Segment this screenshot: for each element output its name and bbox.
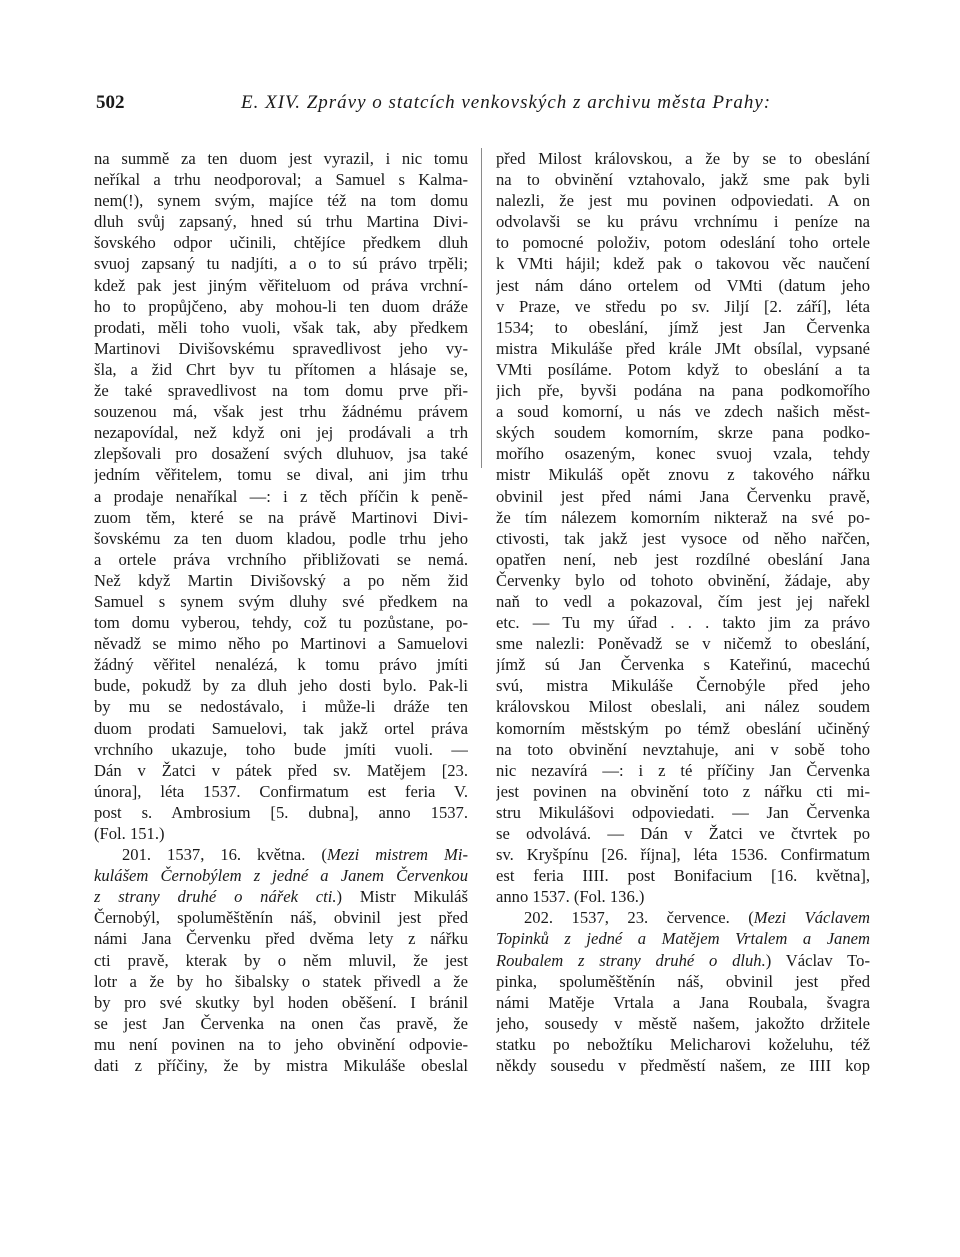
text-line: a soud komorní, u nás ve zdech našich měst- [496, 402, 870, 422]
entry-heading-plain: 201. 1537, 16. května. ( [122, 845, 327, 865]
entry-heading-italic: Topinků z jedné a Matějem Vrtalem a Janem [496, 929, 870, 949]
text-line: nezapovídal, než když oni jej prodávali a trh [94, 423, 468, 443]
text-line: námi Matěje Vrtala a Jana Roubala, švagra [496, 992, 870, 1012]
text-line: se odvolává. — Dán v Žatci ve čtvrtek po [496, 824, 870, 843]
text-line: Martinovi Divišovskému spravedlivost jeho vy- [94, 338, 468, 358]
text-line: vrchního ukazuje, toho bude jmíti vuoli. — [94, 739, 468, 759]
entry-heading-italic: Roubalem z strany druhé o dluh. [496, 950, 766, 970]
text-line: odvolavši se ku právu vrchnímu i peníze na [496, 212, 870, 232]
entry-heading-italic: Mezi mistrem Mi- [326, 845, 468, 865]
text-line: na summě za ten duom jest vyrazil, i nic tomu [94, 149, 468, 168]
text-line: by pro své skutky byl hoden oběšení. I bránil [94, 992, 468, 1012]
text-line: (Fol. 151.) [94, 824, 165, 843]
text-line: jeho, sousedy v městě našem, jakožto držitele [496, 1013, 870, 1033]
text-line: mistr Mikuláš opět znovu z takového nářku [496, 465, 870, 485]
column-rule [481, 148, 482, 468]
text-line: prodati, měli toho vuoli, však tak, aby předkem [94, 317, 468, 337]
left-column [94, 148, 468, 1076]
text-line: Dán v Žatci v pátek před sv. Matějem [23. [94, 760, 468, 780]
text-line: VMti posíláme. Potom když to obeslání a ta [496, 359, 870, 379]
text-line: 1534; to obeslání, jímž jest Jan Červenka [496, 317, 870, 337]
text-line: nalezli, že jest mu povinen odpoviedati. A on [496, 191, 870, 211]
text-line: a prodaje nenaříkal —: i z těch příčin k peně- [94, 486, 468, 506]
text-line: před Milost královskou, a že by se to obeslání [496, 149, 870, 168]
text-line: svuoj zapsaný tu nadjíti, a o to sú právo trpěli; [94, 254, 468, 274]
text-line: komorním městským po témž obeslání učiněný [496, 718, 870, 738]
entry-202 [496, 907, 870, 1076]
text-line: naň to vedl a pokazoval, čím jest jej nařekl [496, 591, 870, 611]
entry-heading-line [496, 950, 870, 971]
text-line: mu není povinen na to jeho obvinění odpovie- [94, 1034, 468, 1054]
text-line: pinka, spoluměštěnín náš, obvinil jest před [496, 971, 870, 991]
text-line: jich pře, byvši podána na pana podkomořího [496, 381, 870, 401]
text-line: svú, mistra Mikuláše Černobýle před jeho [496, 676, 870, 696]
text-line: února], léta 1537. Confirmatum est feria V. [94, 781, 468, 801]
text-line: se jest Jan Červenka na onen čas pravě, že [94, 1013, 468, 1033]
text-line: Než když Martin Divišovský a po něm žid [94, 570, 468, 590]
text-line: post s. Ambrosium [5. dubna], anno 1537. [94, 802, 468, 822]
text-line: ho to propůjčeno, aby mohou-li ten duom dráže [94, 296, 468, 316]
entry-heading-line [94, 865, 468, 886]
entry-heading-plain: 202. 1537, 23. července. ( [524, 908, 754, 928]
text-line: duom prodati Samuelovi, tak jakž ortel práva [94, 718, 468, 738]
text-line: šovského odpor učinili, chtějíce předkem dluh [94, 233, 468, 253]
text-line: že také spravedlivost na tom domu prve při- [94, 381, 468, 401]
text-line: nic nezavírá —: i z té příčiny Jan Červenka [496, 760, 870, 780]
text-line: námi Jana Červenku před dvěma lety z nářku [94, 929, 468, 949]
text-line: nem(!), synem svým, majíce též na tom domu [94, 191, 468, 211]
text-line: Samuel s synem svým dluhy své předkem na [94, 591, 468, 611]
text-line: žádný věřitel nenalézá, k tomu právo jmíti [94, 655, 468, 675]
text-line: dati z příčiny, že by mistra Mikuláše obeslal [94, 1056, 468, 1076]
entry-heading-line [94, 886, 468, 907]
text-line: etc. — Tu my úřad . . . takto jim za právo [496, 613, 870, 633]
entry-heading-line [496, 928, 870, 949]
text-line: na to obvinění vztahovalo, jakž sme pak byli [496, 170, 870, 190]
text-line: a ortele práva vrchního přibližovati se nemá. [94, 549, 468, 569]
text-line: něvadž se mimo něho po Martinovi a Samuelovi [94, 634, 468, 654]
text-line: kdež pak jest jiným věřiteluom od práva vrchní- [94, 275, 468, 295]
text-line: jest povinen na obvinění toto z nářku cti mi- [496, 781, 870, 801]
text-line: anno 1537. (Fol. 136.) [496, 887, 645, 907]
text-line: Červenky bylo od tohoto obvinění, žádaje, aby [496, 570, 870, 590]
text-line: mistra Mikuláše před krále JMt obsílal, vypsané [496, 338, 870, 358]
right-column [496, 148, 870, 1076]
text-line: lotr a že by ho šibalsky o statek přivedl a že [94, 971, 468, 991]
text-line: jímž sú Jan Červenka s Kateřinú, macechú [496, 655, 870, 675]
text-line: k VMti hájil; kdež pak o takovou věc naučení [496, 254, 870, 274]
text-line: cti pravě, kterak by o něm mluvil, že jest [94, 950, 468, 970]
left-column-text [94, 148, 468, 844]
text-line: ctivosti, tak jakž jest vysoce od něho nařčen, [496, 528, 870, 548]
text-line: tom domu vyberou, tehdy, což tu pozůstane, po- [94, 613, 468, 633]
text-line: že tím nálezem komorním nikteraž na své po- [496, 507, 870, 527]
text-line: v Praze, ve středu po sv. Jiljí [2. září], léta [496, 296, 870, 316]
text-line: by mu se nedostávalo, i může-li dráže ten [94, 697, 468, 717]
text-line: zuom těm, které se na právě Martinovi Divi- [94, 507, 468, 527]
text-line: stru Mikulášovi odpoviedati. — Jan Červenka [496, 802, 870, 822]
page-number: 502 [96, 92, 125, 113]
text-line: souzenou má, však jest trhu žádnému právem [94, 402, 468, 422]
entry-heading-tail: ) Václav To- [765, 950, 870, 970]
text-line: někdy sousedu v předměstí našem, ze IIII kop [496, 1056, 870, 1076]
text-line: est feria IIII. post Bonifacium [16. května], [496, 866, 870, 886]
running-head [96, 92, 866, 122]
entry-201 [94, 844, 468, 1076]
text-line: na toto obvinění nevztahuje, ani v sobě toho [496, 739, 870, 759]
text-line: jedním věřitelem, tomu se dival, ani jim trhu [94, 465, 468, 485]
text-line: statku po nebožtíku Melicharovi koželuhu, též [496, 1034, 870, 1054]
entry-heading [496, 907, 870, 928]
running-title: E. XIV. Zprávy o statcích venkovských z archivu města Prahy: [241, 92, 772, 113]
entry-heading-tail: ) Mistr Mikuláš [336, 887, 468, 907]
text-line: dluh svůj zapsaný, hned sú trhu Martina Divi- [94, 212, 468, 232]
text-line: sv. Kryšpínu [26. října], léta 1536. Confirmatum [496, 845, 870, 865]
text-line: opatřen není, neb jest rozdílné obeslání Jana [496, 549, 870, 569]
entry-heading-italic: Mezi Václavem [753, 908, 870, 928]
text-line: mořího osazeným, konec svuoj vzala, tehdy [496, 444, 870, 464]
text-line: Černobýl, spoluměštěnín náš, obvinil jest před [94, 908, 468, 928]
entry-heading-italic: z strany druhé o nářek cti. [94, 887, 337, 907]
text-line: sme nalezli: Poněvadž se v ničemž to obeslání, [496, 634, 870, 654]
right-column-text [496, 148, 870, 907]
text-line: královskou Milost obeslali, ani nález soudem [496, 697, 870, 717]
text-line: zlepšovali pro dosažení svých dluhuov, jsa také [94, 444, 468, 464]
text-line: obvinil jest před námi Jana Červenku pravě, [496, 486, 870, 506]
text-line: ských soudem komorním, skrze pana podko- [496, 423, 870, 443]
text-line: šovskému za ten duom kladou, podle trhu jeho [94, 528, 468, 548]
text-line: šla, a žid Chrt byv tu přítomen a hlásaje se, [94, 359, 468, 379]
entry-heading-italic: kulášem Černobýlem z jedné a Janem Červenkou [94, 866, 468, 886]
text-line: bude, pokudž by za dluh jeho dosti bylo. Pak-li [94, 676, 468, 696]
entry-heading [94, 844, 468, 865]
text-line: to pomocné položiv, potom odeslání toho ortele [496, 233, 870, 253]
text-line: neříkal a trhu neodporoval; a Samuel s Kalma- [94, 170, 468, 190]
text-line: jest nám dáno ortelem od VMti (datum jeho [496, 275, 870, 295]
